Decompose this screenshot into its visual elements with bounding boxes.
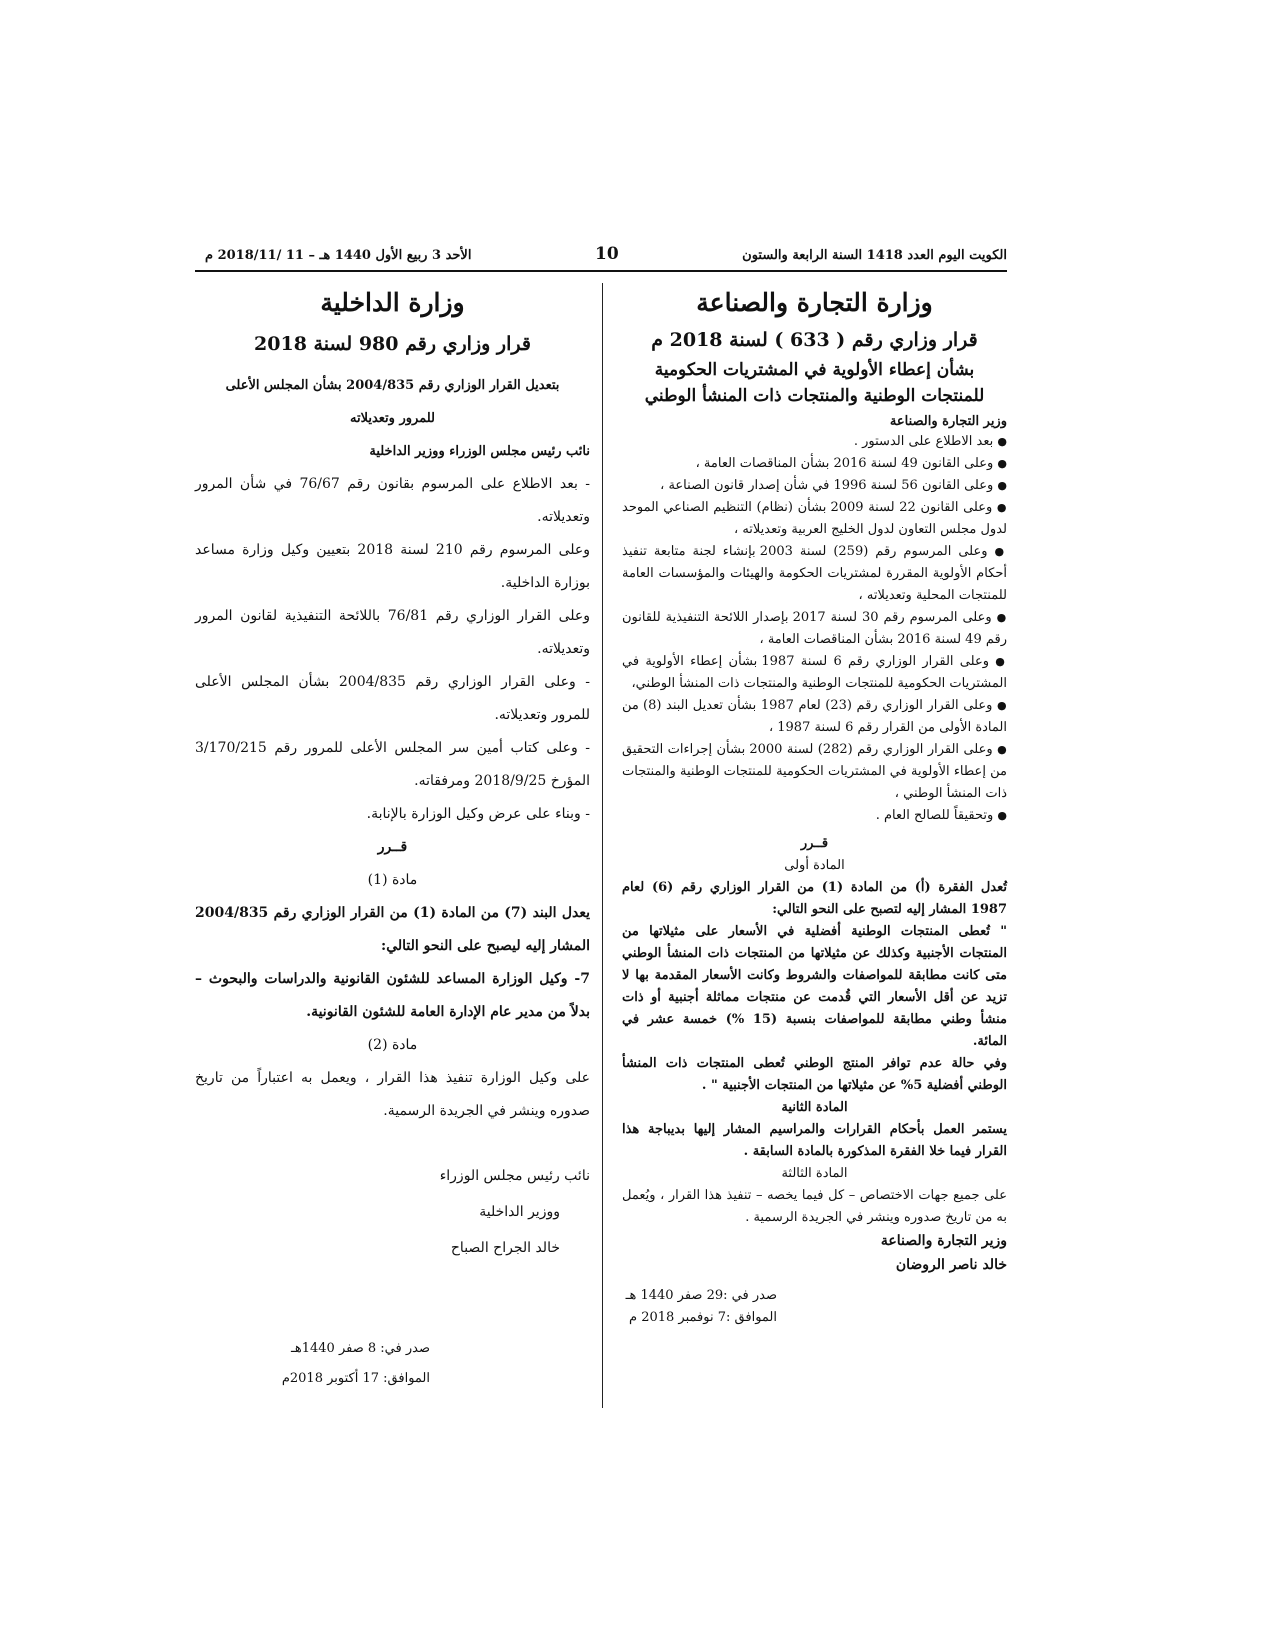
signature-title: ووزير الداخلية (479, 1204, 560, 1220)
preamble-item (622, 497, 1007, 541)
minister-label: وزير التجارة والصناعة (889, 413, 1007, 429)
page-header (195, 246, 1007, 272)
preamble-item (622, 651, 1007, 695)
signature-block (195, 1158, 590, 1266)
decided-heading: قــرر (377, 839, 408, 855)
decision-body (195, 369, 590, 1128)
bullet-icon: ● (997, 456, 1007, 470)
article-text: يعدل البند (7) من المادة (1) من القرار الوزاري رقم 2004/835 المشار إليه ليصبح على النحو التالي: (195, 905, 590, 954)
page-number: 10 (595, 244, 619, 264)
preamble-item: - وعلى كتاب أمين سر المجلس الأعلى للمرور رقم 3/170/215 المؤرخ 2018/9/25 ومرفقاته. (195, 740, 590, 789)
preamble-text: وعلى القرار الوزاري رقم 6 لسنة 1987 بشأن إعطاء الأولوية في المشتريات الحكومية للمنتجات الوطنية والمنتجات ذات المنشأ الوطني، (622, 653, 1007, 691)
preamble-text: وعلى المرسوم رقم (259) لسنة 2003 بإنشاء لجنة متابعة تنفيذ أحكام الأولوية المقررة لمشتريات الحكومة والهيئات والمؤسسات العامة للمنتجات المحلية وتعديلاته ، (622, 543, 1007, 603)
ministry-title: وزارة التجارة والصناعة (696, 288, 933, 317)
article-text: يستمر العمل بأحكام القرارات والمراسيم المشار إليها بديباجة هذا القرار فيما خلا الفقرة المذكورة بالمادة السابقة . (622, 1121, 1007, 1159)
preamble-item (622, 805, 1007, 827)
preamble-text: وعلى القرار الوزاري رقم (23) لعام 1987 بشأن تعديل البند (8) من المادة الأولى من القرار رقم 6 لسنة 1987 ، (622, 697, 1007, 735)
commerce-decision-column (622, 288, 1007, 1329)
preamble-item: - بعد الاطلاع على المرسوم بقانون رقم 76/67 في شأن المرور وتعديلاته. (195, 476, 591, 525)
issuer-label: نائب رئيس مجلس الوزراء ووزير الداخلية (369, 444, 590, 459)
preamble-text: وعلى المرسوم رقم 30 لسنة 2017 بإصدار اللائحة التنفيذية للقانون رقم 49 لسنة 2016 بشأن المناقصات العامة ، (622, 609, 1007, 647)
issued-hijri: صدر في :29 صفر 1440 هـ (625, 1287, 777, 1303)
signature-title: وزير التجارة والصناعة (880, 1232, 1007, 1249)
preamble-item: وعلى القرار الوزاري رقم 76/81 باللائحة التنفيذية لقانون المرور وتعديلاته. (195, 608, 591, 657)
signature-name: خالد الجراح الصباح (450, 1240, 560, 1256)
signature-block (622, 1229, 1007, 1277)
header-date: الأحد 3 ربيع الأول 1440 هـ – 11 /2018/11 م (205, 248, 472, 263)
preamble-item: وعلى المرسوم رقم 210 لسنة 2018 بتعيين وكيل وزارة مساعد بوزارة الداخلية. (195, 542, 590, 591)
issue-date-block (622, 1285, 777, 1329)
preamble-text: وعلى القانون 56 لسنة 1996 في شأن إصدار قانون الصناعة ، (660, 477, 994, 493)
bullet-icon: ● (997, 478, 1007, 492)
subject-line: بشأن إعطاء الأولوية في المشتريات الحكومية (654, 360, 975, 380)
ministry-title: وزارة الداخلية (320, 288, 465, 317)
preamble-item: - وبناء على عرض وكيل الوزارة بالإنابة. (366, 806, 590, 822)
article-quote: " تُعطى المنتجات الوطنية أفضلية في الأسعار على مثيلاتها من المنتجات الأجنبية وكذلك عن مثيلاتها من المنتجات ذات المنشأ الوطني متى كانت مطابقة للمواصفات والشروط وكانت الأسعار المقدمة بها لا تزيد عن أقل الأسعار التي قُدمت عن منتجات مماثلة أجنبية أو ذات منشأ وطني مطابقة للمواصفات بنسبة (15 %) خمسة عشر في المائة. (622, 923, 1007, 1049)
article-text: على جميع جهات الاختصاص – كل فيما يخصه – تنفيذ هذا القرار ، ويُعمل به من تاريخ صدوره وينشر في الجريدة الرسمية . (622, 1187, 1007, 1225)
bullet-icon: ● (996, 500, 1008, 514)
article-title: مادة (2) (367, 1037, 418, 1053)
column-divider (602, 283, 603, 1408)
issued-hijri: صدر في: 8 صفر 1440هـ (291, 1341, 430, 1356)
bullet-icon: ● (997, 808, 1007, 822)
article-title: المادة أولى (784, 857, 845, 873)
preamble-text: وعلى القانون 49 لسنة 2016 بشأن المناقصات العامة ، (695, 455, 994, 471)
issue-date-block (195, 1334, 430, 1394)
article-title: مادة (1) (367, 872, 418, 888)
issued-gregorian: الموافق :7 نوفمبر 2018 م (629, 1309, 777, 1325)
decided-heading: قــرر (800, 835, 829, 851)
article-title: المادة الثالثة (781, 1165, 848, 1181)
preamble-item: - وعلى القرار الوزاري رقم 2004/835 بشأن المجلس الأعلى للمرور وتعديلاته. (195, 674, 590, 723)
bullet-icon: ● (996, 610, 1007, 624)
bullet-icon: ● (995, 654, 1007, 668)
preamble-item (622, 475, 1007, 497)
gazette-page (195, 238, 1007, 1418)
preamble-text: وعلى القانون 22 لسنة 2009 بشأن (نظام) التنظيم الصناعي الموحد لدول مجلس التعاون لدول الخليج العربية وتعديلاته ، (622, 499, 1007, 537)
decision-title: قرار وزاري رقم ( 633 ) لسنة 2018 م (651, 329, 978, 351)
preamble-item (622, 607, 1007, 651)
bullet-icon: ● (994, 544, 1007, 558)
decision-title: قرار وزاري رقم 980 لسنة 2018 (254, 333, 531, 355)
article-quote: وفي حالة عدم توافر المنتج الوطني تُعطى المنتجات ذات المنشأ الوطني أفضلية 5% عن مثيلاتها من المنتجات الأجنبية " . (622, 1055, 1007, 1093)
preamble-item (622, 695, 1007, 739)
preamble-text: بعد الاطلاع على الدستور . (853, 433, 994, 449)
interior-decision-column (195, 288, 590, 1394)
article-item: 7- وكيل الوزارة المساعد للشئون القانونية والدراسات والبحوث – بدلاً من مدير عام الإدارة العامة للشئون القانونية. (195, 971, 590, 1020)
decision-subject (622, 357, 1007, 410)
signature-title: نائب رئيس مجلس الوزراء (439, 1168, 590, 1184)
article-title: المادة الثانية (781, 1099, 848, 1115)
issued-gregorian: الموافق: 17 أكتوبر 2018م (281, 1371, 430, 1386)
preamble-text: وعلى القرار الوزاري رقم (282) لسنة 2000 بشأن إجراءات التحقيق من إعطاء الأولوية في المشتريات الحكومية للمنتجات الوطنية والمنتجات ذات المنشأ الوطني ، (622, 741, 1007, 801)
subject-line: بتعديل القرار الوزاري رقم 2004/835 بشأن المجلس الأعلى (225, 378, 560, 393)
preamble-text: وتحقيقاً للصالح العام . (875, 807, 994, 823)
subject-line: للمرور وتعديلاته (350, 411, 435, 426)
article-text: تُعدل الفقرة (أ) من المادة (1) من القرار الوزاري رقم (6) لعام 1987 المشار إليه لتصبح على النحو التالي: (622, 879, 1008, 917)
preamble-item (622, 541, 1007, 607)
article-text: على وكيل الوزارة تنفيذ هذا القرار ، ويعمل به اعتباراً من تاريخ صدوره وينشر في الجريدة الرسمية. (195, 1070, 590, 1119)
preamble-item (622, 431, 1007, 453)
signature-name: خالد ناصر الروضان (895, 1256, 1007, 1273)
preamble-item (622, 739, 1007, 805)
bullet-icon: ● (997, 434, 1007, 448)
bullet-icon: ● (996, 698, 1007, 712)
header-issue-info: الكويت اليوم العدد 1418 السنة الرابعة والستون (742, 248, 1007, 263)
bullet-icon: ● (997, 742, 1007, 756)
decision-body (622, 431, 1007, 1229)
subject-line: للمنتجات الوطنية والمنتجات ذات المنشأ الوطني (644, 386, 985, 407)
preamble-item (622, 453, 1007, 475)
